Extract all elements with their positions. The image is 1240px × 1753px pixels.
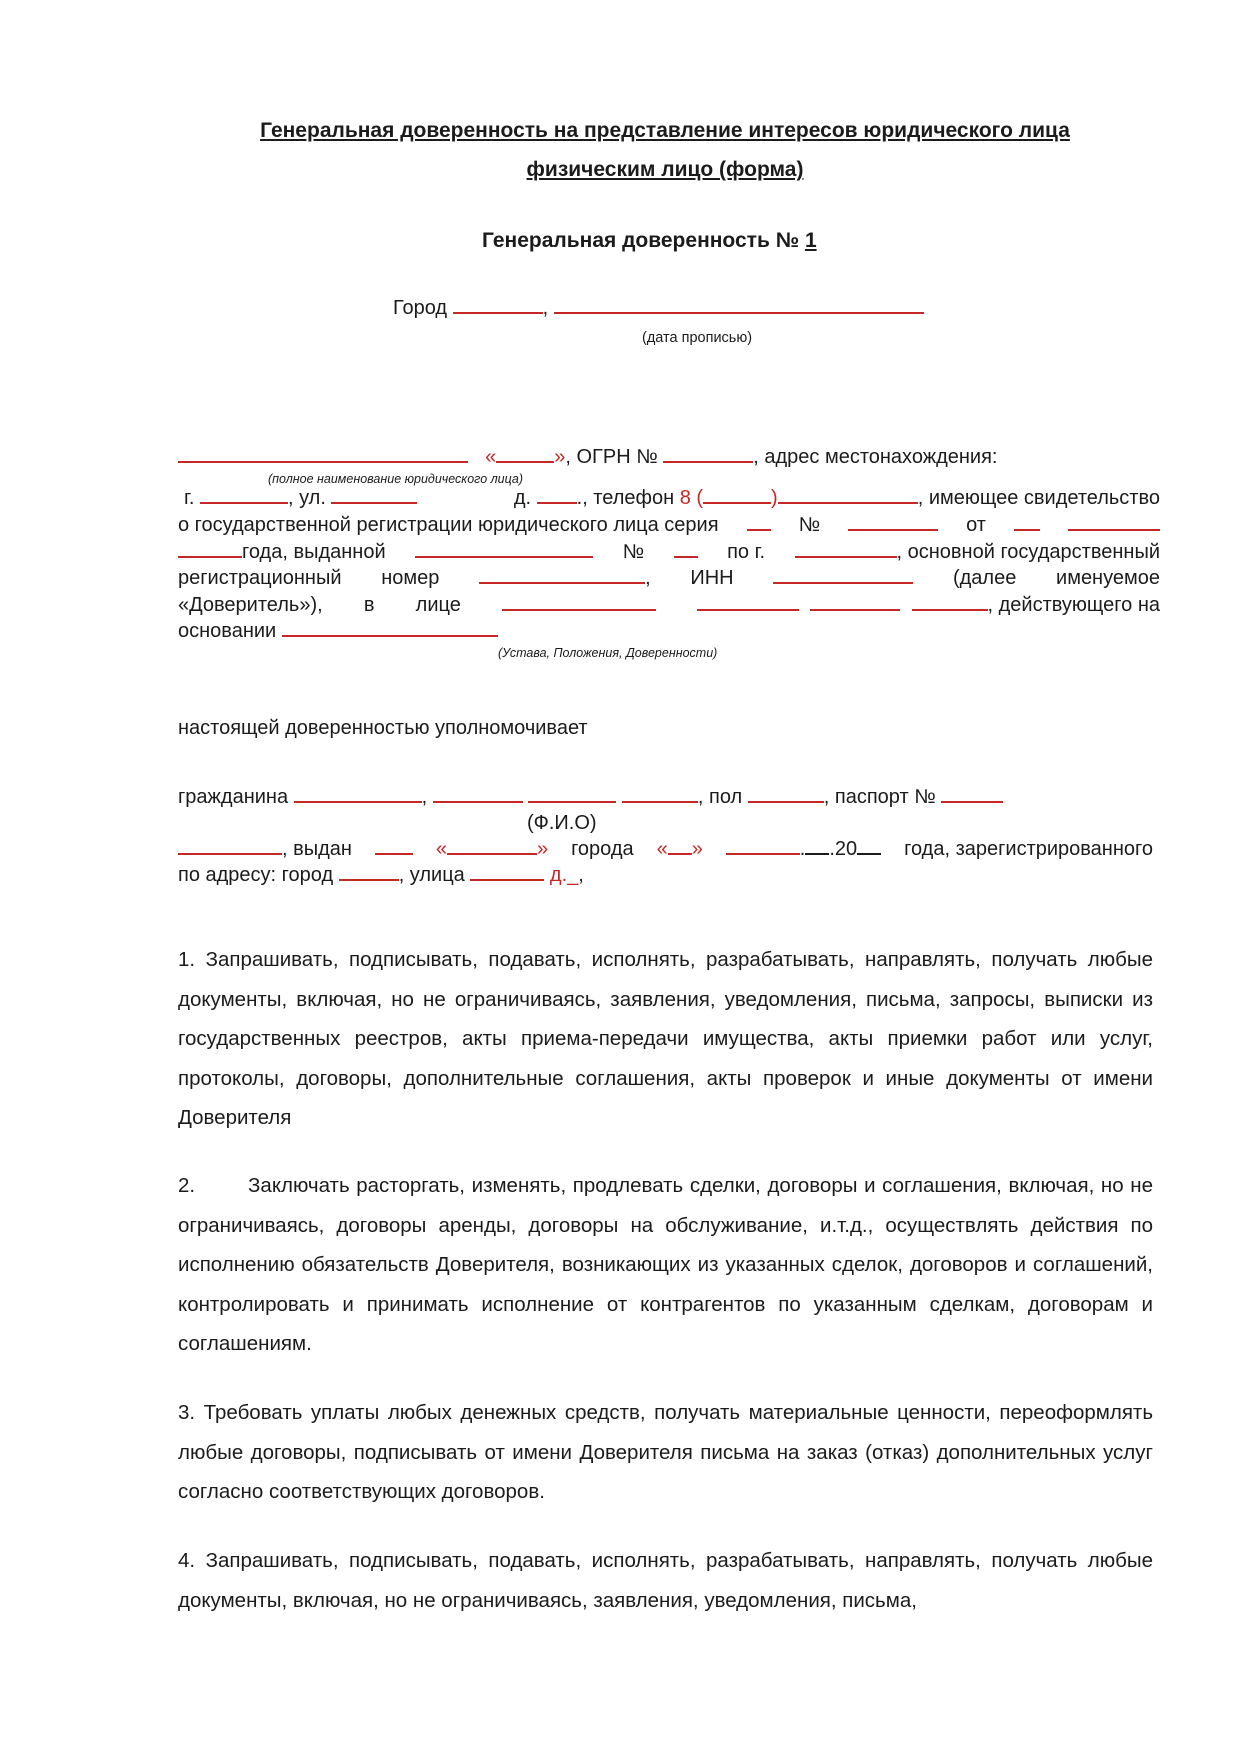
main-state-tail: , основной государственный bbox=[896, 541, 1160, 563]
cert-year-blank[interactable] bbox=[178, 542, 242, 558]
registered-label: года, зарегистрированного bbox=[904, 838, 1153, 860]
issue-extra-blank[interactable] bbox=[805, 839, 829, 855]
issuer-blank[interactable] bbox=[415, 542, 593, 558]
ogrn-label: , ОГРН № bbox=[565, 446, 658, 468]
regnum-label: регистрационный bbox=[178, 567, 342, 589]
address-city-label: по адресу: город bbox=[178, 864, 334, 886]
grantor-name-label: «Доверитель»), bbox=[178, 594, 323, 616]
grantor-city-blank[interactable] bbox=[200, 488, 288, 504]
quote-close: » bbox=[554, 446, 566, 468]
attorney-quote-close: » bbox=[536, 838, 549, 860]
acting-tail: , действующего на bbox=[987, 594, 1160, 616]
issue-day-blank[interactable] bbox=[668, 839, 692, 855]
day-quote-open: « bbox=[656, 838, 668, 860]
attorney-name-blank[interactable] bbox=[433, 787, 523, 803]
phone-code-suffix: ) bbox=[771, 487, 778, 509]
regnum-comma: , bbox=[645, 567, 651, 589]
clause-2: 2. Заключать расторгать, изменять, продлевать сделки, договоры и соглашения, включая, но не ограничиваясь, договоры аренды, договоры на обслуживание, и.т.д., осуществлять действия по исполнению обязательств Доверителя, возникающих из указанных сделок, договоров и соглашений, контролировать и принимать исполнение от контрагентов по указанным сделкам, договорам и соглашениям. bbox=[178, 1174, 1159, 1355]
city-short-label: г. bbox=[184, 487, 195, 509]
address-label: , адрес местонахождения: bbox=[753, 446, 998, 468]
authorizes-text: настоящей доверенностью уполномочивает bbox=[178, 717, 588, 739]
series-blank[interactable] bbox=[747, 515, 771, 531]
attorney-patronymic-blank[interactable] bbox=[528, 787, 616, 803]
house-blank[interactable] bbox=[537, 488, 577, 504]
phone-number-blank[interactable] bbox=[778, 488, 918, 504]
number-word: номер bbox=[381, 567, 440, 589]
citizen-label: гражданина bbox=[178, 786, 289, 808]
named-label: именуемое bbox=[1056, 567, 1160, 589]
basis-blank[interactable] bbox=[282, 621, 498, 637]
certificate-tail: , имеющее свидетельство bbox=[917, 487, 1160, 509]
city-blank[interactable] bbox=[453, 298, 543, 314]
date-caption: (дата прописью) bbox=[642, 330, 753, 346]
registration-text: о государственной регистрации юридического лица серия bbox=[178, 514, 719, 536]
passport-number-blank[interactable] bbox=[941, 787, 1003, 803]
fio-caption: (Ф.И.О) bbox=[527, 812, 597, 834]
city-label: Город bbox=[393, 297, 448, 319]
doc-number-heading bbox=[482, 229, 817, 253]
house-label: д. bbox=[513, 487, 532, 509]
in-word: в bbox=[363, 594, 375, 616]
cert-day-blank[interactable] bbox=[1014, 515, 1040, 531]
issued-label: , выдан bbox=[282, 838, 352, 860]
issue-year-blank[interactable] bbox=[857, 839, 881, 855]
basis-caption: (Устава, Положения, Доверенности) bbox=[498, 646, 718, 660]
doc-number-label: Генеральная доверенность № bbox=[482, 229, 805, 252]
comma-2: , bbox=[421, 786, 428, 808]
clause-4: 4. Запрашивать, подписывать, подавать, исполнять, разрабатывать, направлять, получать любые документы, включая, но не ограничиваясь, заявления, уведомления, письма, bbox=[178, 1549, 1153, 1612]
grantor-line-5 bbox=[178, 567, 1160, 590]
issuer-number-blank[interactable] bbox=[674, 542, 698, 558]
clause-3: 3. Требовать уплаты любых денежных средств, получать материальные ценности, переоформлять любые договоры, подписывать от имени Доверителя письма на заказ (отказ) дополнительных услуг согласно соответствующих договоров. bbox=[178, 1401, 1153, 1503]
gender-label: , пол bbox=[697, 786, 743, 808]
rep-surname-blank[interactable] bbox=[697, 595, 799, 611]
inn-label: ИНН bbox=[690, 567, 734, 589]
grantor-line-7 bbox=[178, 620, 498, 643]
day-quote-close: » bbox=[691, 838, 703, 860]
regnum-blank[interactable] bbox=[479, 568, 645, 584]
basis-label: основании bbox=[178, 620, 277, 642]
date-dot: . bbox=[799, 838, 806, 860]
year-prefix: .20 bbox=[829, 838, 858, 860]
grantor-line-1 bbox=[178, 446, 998, 469]
number-sign: № bbox=[798, 514, 821, 536]
street-label: , ул. bbox=[287, 487, 326, 509]
certificate-number-blank[interactable] bbox=[848, 515, 938, 531]
org-name-caption: (полное наименование юридического лица) bbox=[268, 472, 524, 486]
date-blank[interactable] bbox=[554, 298, 924, 314]
grantor-line-3 bbox=[178, 514, 1160, 537]
attorney-line-1 bbox=[178, 786, 1003, 809]
street-blank[interactable] bbox=[331, 488, 417, 504]
issue-month-blank[interactable] bbox=[726, 839, 800, 855]
house-label-2: д._ bbox=[549, 864, 579, 886]
rep-patronymic-blank[interactable] bbox=[912, 595, 988, 611]
quote-open: « bbox=[485, 446, 497, 468]
grantor-line-4 bbox=[178, 541, 1160, 564]
passport-issuer-blank[interactable] bbox=[447, 839, 537, 855]
attorney-line-2 bbox=[178, 838, 1153, 861]
issuer-prefix-blank[interactable] bbox=[375, 839, 413, 855]
issuer-city-blank[interactable] bbox=[795, 542, 897, 558]
city-word: города bbox=[571, 838, 634, 860]
passport-label: , паспорт № bbox=[823, 786, 936, 808]
document-title-line-2: физическим лицо (форма) bbox=[526, 158, 804, 181]
org-form-blank[interactable] bbox=[496, 447, 554, 463]
grantor-line-2 bbox=[178, 487, 1160, 510]
address-city-blank[interactable] bbox=[339, 865, 399, 881]
position-blank[interactable] bbox=[502, 595, 656, 611]
year-issued-label: года, выданной bbox=[242, 541, 386, 563]
from-label: от bbox=[966, 514, 986, 536]
person-word: лице bbox=[415, 594, 461, 616]
phone-code-blank[interactable] bbox=[703, 488, 771, 504]
attorney-quote-open: « bbox=[435, 838, 447, 860]
attorney-extra-blank[interactable] bbox=[622, 787, 698, 803]
org-name-blank[interactable] bbox=[178, 447, 468, 463]
gender-blank[interactable] bbox=[748, 787, 824, 803]
address-street-blank[interactable] bbox=[470, 865, 544, 881]
street-label-2: , улица bbox=[398, 864, 465, 886]
inn-blank[interactable] bbox=[773, 568, 913, 584]
passport-series-blank[interactable] bbox=[178, 839, 282, 855]
house-comma: , bbox=[578, 864, 584, 886]
phone-code-prefix: 8 ( bbox=[679, 487, 704, 509]
attorney-surname-blank[interactable] bbox=[294, 787, 422, 803]
cert-month-blank[interactable] bbox=[1068, 515, 1160, 531]
document-title-line-1: Генеральная доверенность на представление интересов юридического лица bbox=[260, 119, 1070, 142]
phone-label: ., телефон bbox=[576, 487, 675, 509]
hereinafter-label: (далее bbox=[952, 567, 1017, 589]
number-sign-2: № bbox=[622, 541, 645, 563]
ogrn-blank[interactable] bbox=[663, 447, 753, 463]
attorney-line-3 bbox=[178, 864, 584, 887]
rep-name-blank[interactable] bbox=[810, 595, 900, 611]
doc-number-value: 1 bbox=[804, 229, 817, 252]
issuer-city-label: по г. bbox=[727, 541, 766, 563]
comma: , bbox=[542, 297, 549, 319]
clause-1: 1. Запрашивать, подписывать, подавать, исполнять, разрабатывать, направлять, получать любые документы, включая, но не ограничиваясь, заявления, уведомления, письма, запросы, выписки из государственных реестров, акты приема-передачи имущества, акты приемки работ или услуг, протоколы, договоры, дополнительные соглашения, акты проверок и иные документы от имени Доверителя bbox=[178, 948, 1153, 1129]
place-date-line bbox=[393, 297, 924, 320]
grantor-line-6 bbox=[178, 594, 1160, 617]
